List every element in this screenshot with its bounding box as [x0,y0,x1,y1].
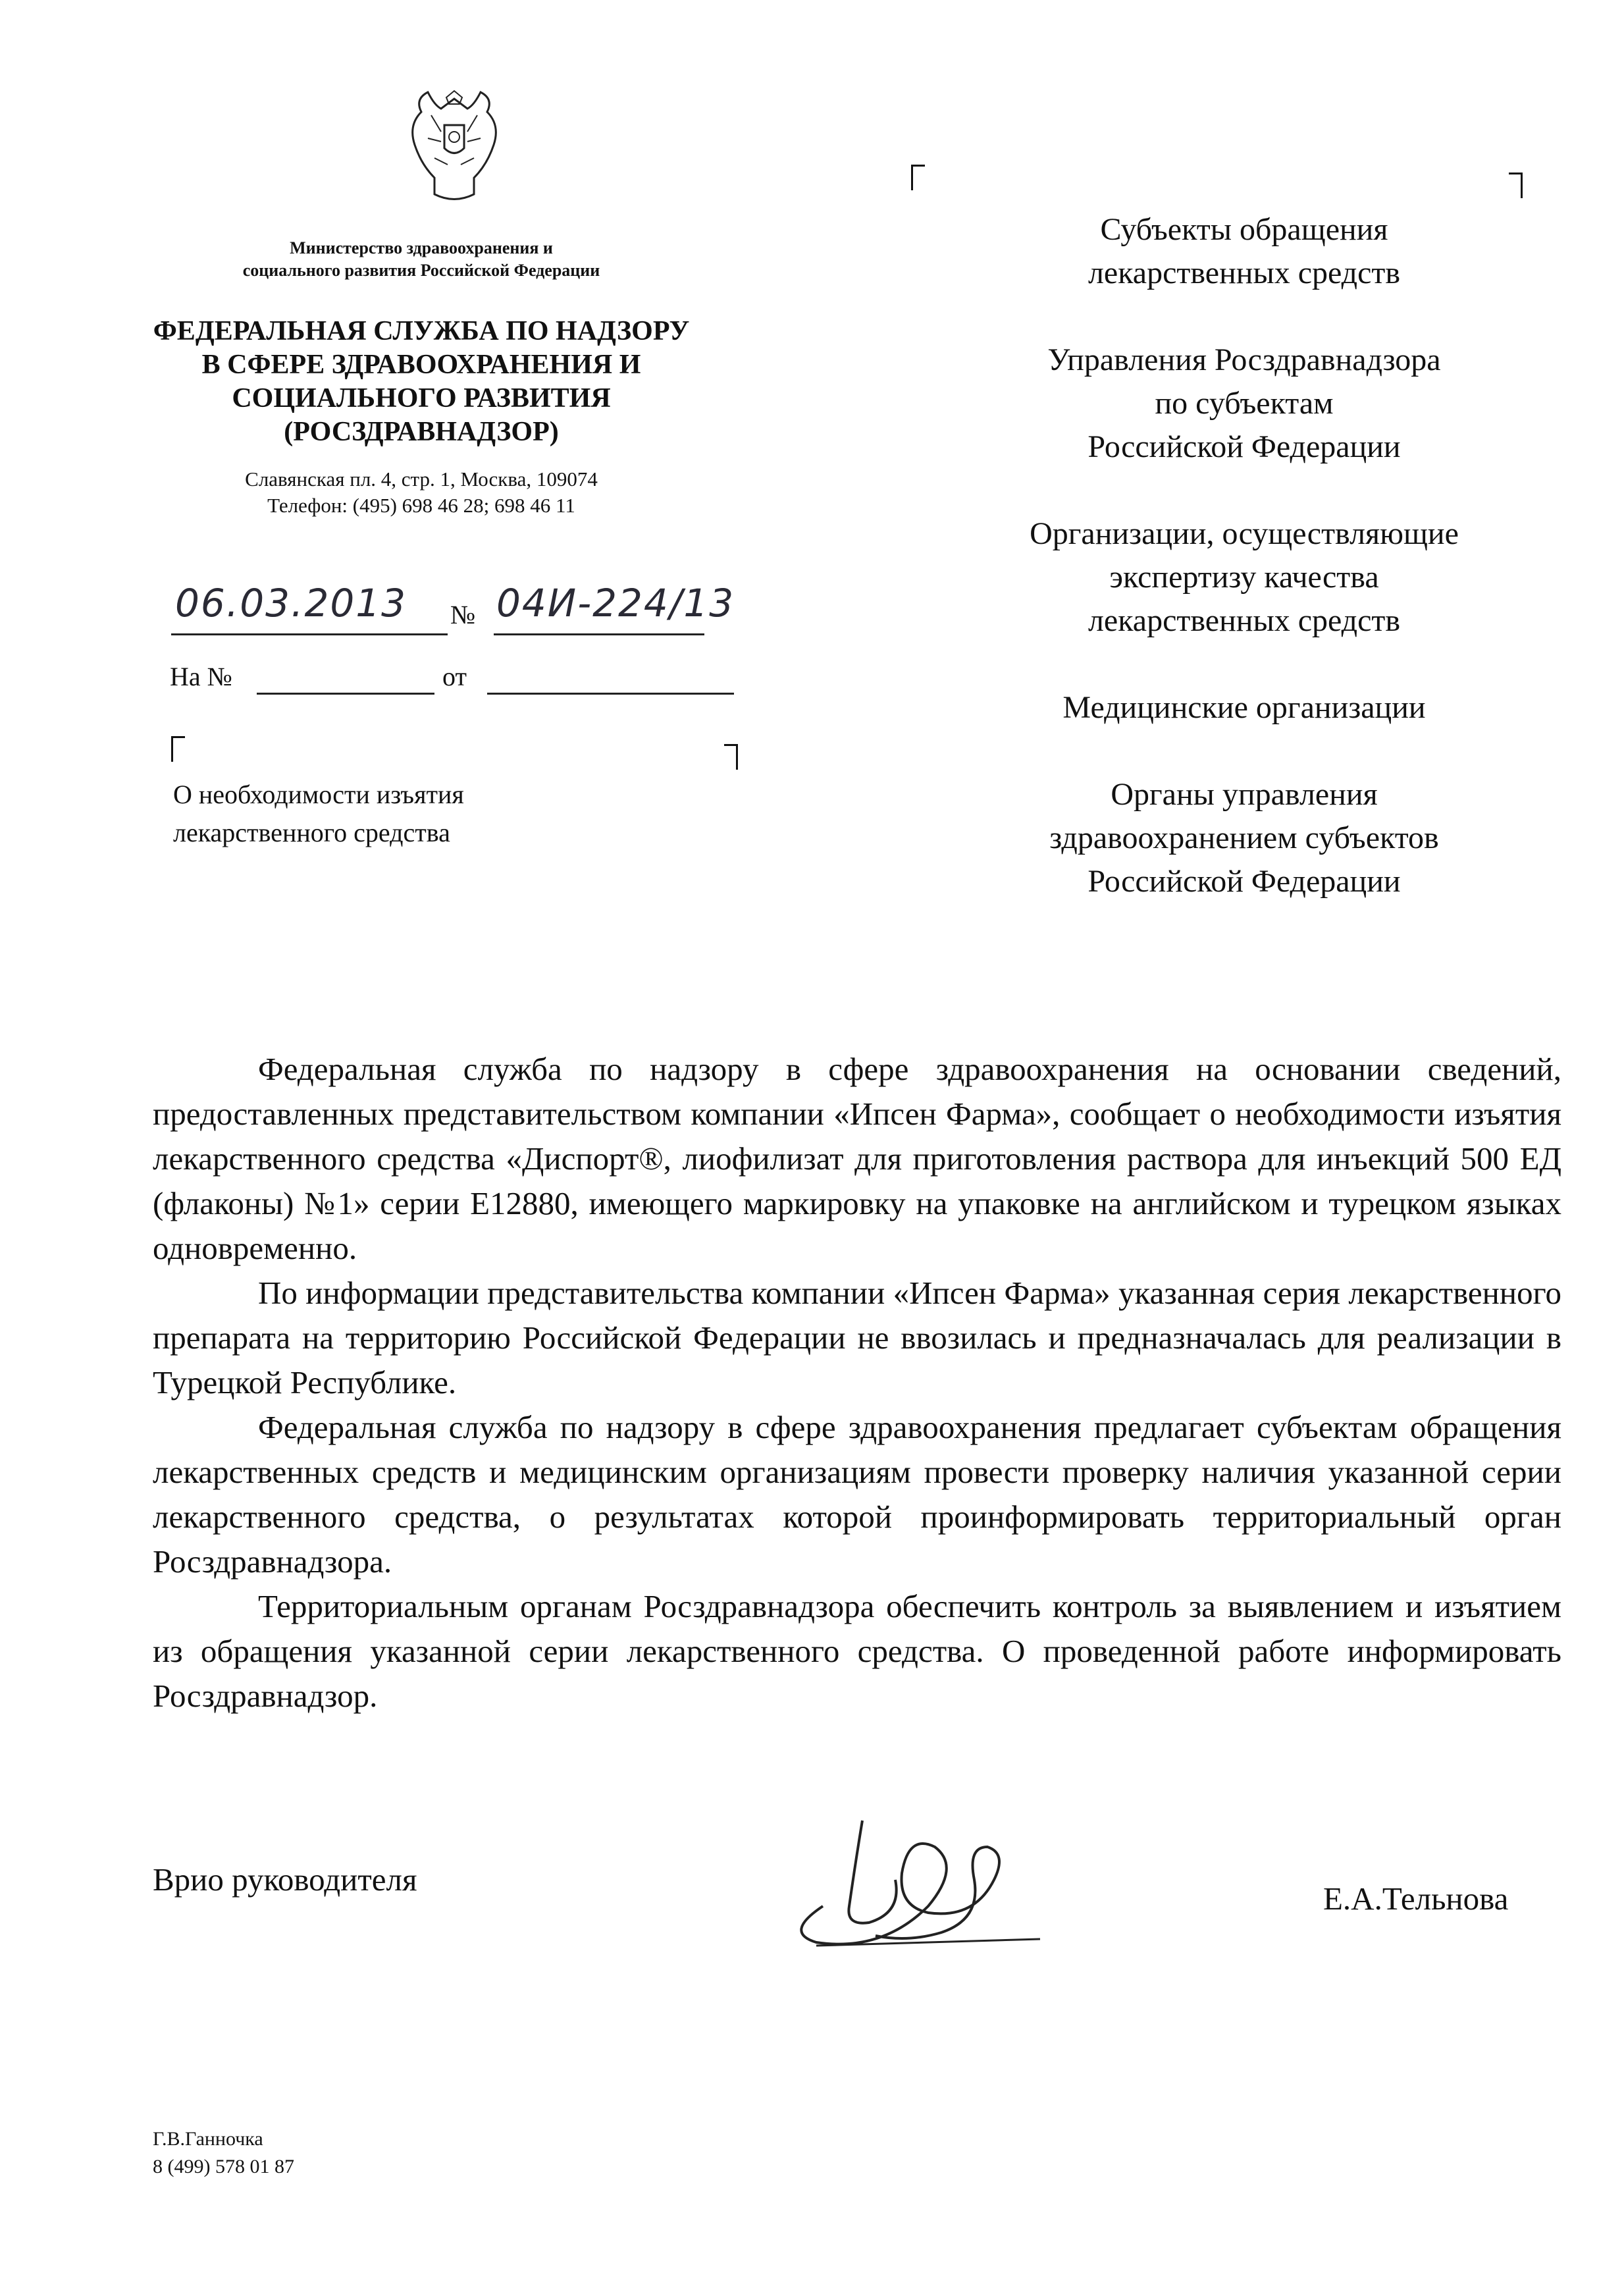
recipient [915,773,1573,903]
signatory-name: Е.А.Тельнова [1323,1880,1509,1917]
subject-line: О необходимости изъятия [173,780,464,809]
bracket-subject-right [724,744,738,770]
coat-of-arms-icon [395,86,513,211]
recipient-line: лекарственных средств [1087,255,1401,290]
recipient-line: по субъектам [1155,386,1334,421]
executor-name: Г.В.Ганночка [153,2128,263,2150]
recipient [915,512,1573,643]
recipient-line: здравоохранением субъектов [1049,820,1439,855]
from-label: от [442,662,467,691]
ministry-line: Министерство здравоохранения и [290,238,553,257]
bracket-top-left [911,165,925,190]
ministry-line: социального развития Российской Федерации [242,261,600,280]
agency-address [165,466,678,519]
agency-name [99,315,744,449]
signatory-title: Врио руководителя [153,1861,417,1898]
agency-line: В СФЕРЕ ЗДРАВООХРАНЕНИЯ И [201,350,641,380]
recipient-line: Российской Федерации [1087,864,1401,899]
number-sign: № [450,600,476,629]
registration-number: 04И-224/13 [496,581,735,626]
letter-body [153,1047,1561,1718]
executor-phone: 8 (499) 578 01 87 [153,2156,294,2177]
agency-line: ФЕДЕРАЛЬНАЯ СЛУЖБА ПО НАДЗОРУ [153,316,690,346]
recipient-line: экспертизу качества [1109,560,1379,595]
handwritten-signature [777,1807,1053,1952]
agency-line: СОЦИАЛЬНОГО РАЗВИТИЯ [232,383,611,413]
recipient-line: лекарственных средств [1087,603,1401,638]
letter-subject [173,776,601,852]
recipient-line: Субъекты обращения [1100,212,1388,247]
recipient-line: Российской Федерации [1087,429,1401,464]
body-paragraph: Территориальным органам Росздравнадзора обеспечить контроль за выявлением и изъятием из обращения указанной серии лекарственного средства. О проведенной работе информировать Росздравнадзор. [153,1588,1561,1714]
from-underline [487,660,734,695]
phone-line: Телефон: (495) 698 46 28; 698 46 11 [267,494,575,517]
body-paragraph: Федеральная служба по надзору в сфере здравоохранения на основании сведений, предоставленных представительством компании «Ипсен Фарма», сообщает о необходимости изъятия лекарственного средства «Диспорт®, лиофилизат для приготовления раствора для инъекций 500 ЕД (флаконы) №1» серии E12880, имеющего маркировку на упаковке на английском и турецком языках одновременно. [153,1051,1561,1266]
bracket-top-right [1509,173,1523,198]
body-paragraph: По информации представительства компании «Ипсен Фарма» указанная серия лекарственного препарата на территорию Российской Федерации не ввозилась и предназначалась для реализации в Турецкой Республике. [153,1275,1561,1400]
reply-to-underline [257,660,434,695]
recipient-line: Медицинские организации [1062,690,1426,725]
ministry-name [132,237,711,282]
recipient [915,338,1573,469]
recipients-block [915,208,1573,947]
recipient-line: Органы управления [1111,777,1378,812]
registration-date: 06.03.2013 [175,581,407,626]
subject-line: лекарственного средства [173,818,450,847]
executor-info [153,2125,294,2181]
recipient-line: Организации, осуществляющие [1030,516,1459,551]
recipient-line: Управления Росздравнадзора [1047,342,1441,377]
bracket-subject-left [171,736,185,762]
recipient [915,208,1573,295]
body-paragraph: Федеральная служба по надзору в сфере здравоохранения предлагает субъектам обращения лекарственных средств и медицинским организациям провести проверку наличия указанной серии лекарственного средства, о результатах которой проинформировать территориальный орган Росздравнадзора. [153,1409,1561,1580]
address-line: Славянская пл. 4, стр. 1, Москва, 109074 [245,467,598,491]
reply-to-label: На № [170,662,232,691]
recipient [915,686,1573,730]
agency-line: (РОСЗДРАВНАДЗОР) [284,417,559,447]
